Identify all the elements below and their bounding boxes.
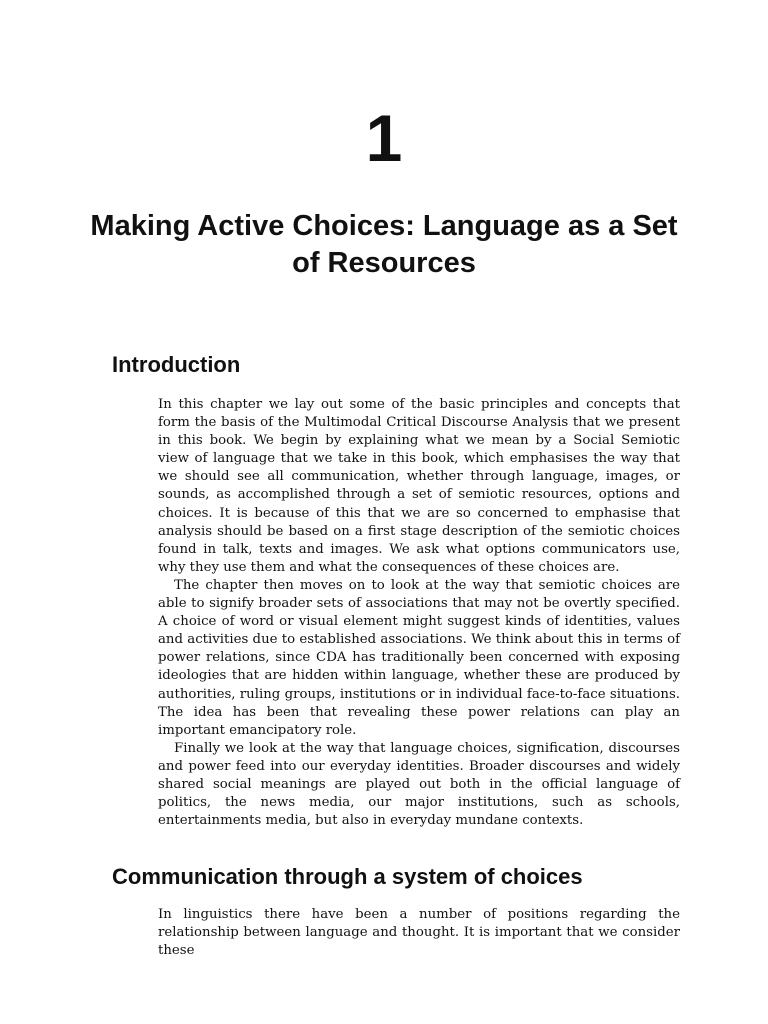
paragraph: Finally we look at the way that language choices, signification, discourses and power feed into our everyday identities. Broader discourses and widely shared social meanings are played out both in the official language of politics, the news media, our major institutions, such as schools, entertainments media, but also in everyday mundane contexts. — [158, 740, 680, 829]
introduction-body — [158, 396, 680, 830]
section-heading-communication: Communication through a system of choices — [112, 864, 583, 889]
paragraph: The chapter then moves on to look at the way that semiotic choices are able to signify broader sets of associations that may not be overtly specified. A choice of word or visual element might suggest kinds of identities, values and activities due to established associations. We think about this in terms of power relations, since CDA has traditionally been concerned with exposing ideologies that are hidden within language, whether these are produced by authorities, ruling groups, institutions or in individual face-to-face situations. The idea has been that revealing these power relations can play an important emancipatory role. — [158, 577, 680, 738]
chapter-title: Making Active Choices: Language as a Set of Resources — [90, 210, 678, 279]
paragraph: In this chapter we lay out some of the basic principles and concepts that form the basis of the Multimodal Critical Discourse Analysis that we present in this book. We begin by explaining what we mean by a Social Semiotic view of language that we take in this book, which emphasises the way that we should see all communication, whether through language, images, or sounds, as accomplished through a set of semiotic resources, options and choices. It is because of this that we are so concerned to emphasise that analysis should be based on a first stage description of the semiotic choices found in talk, texts and images. We ask what options communicators use, why they use them and what the consequences of these choices are. — [158, 397, 680, 575]
chapter-number: 1 — [365, 101, 403, 175]
paragraph: In linguistics there have been a number of positions regarding the relationship between language and thought. It is important that we consider these — [158, 907, 680, 959]
communication-body — [158, 906, 680, 960]
section-heading-introduction: Introduction — [112, 352, 241, 377]
